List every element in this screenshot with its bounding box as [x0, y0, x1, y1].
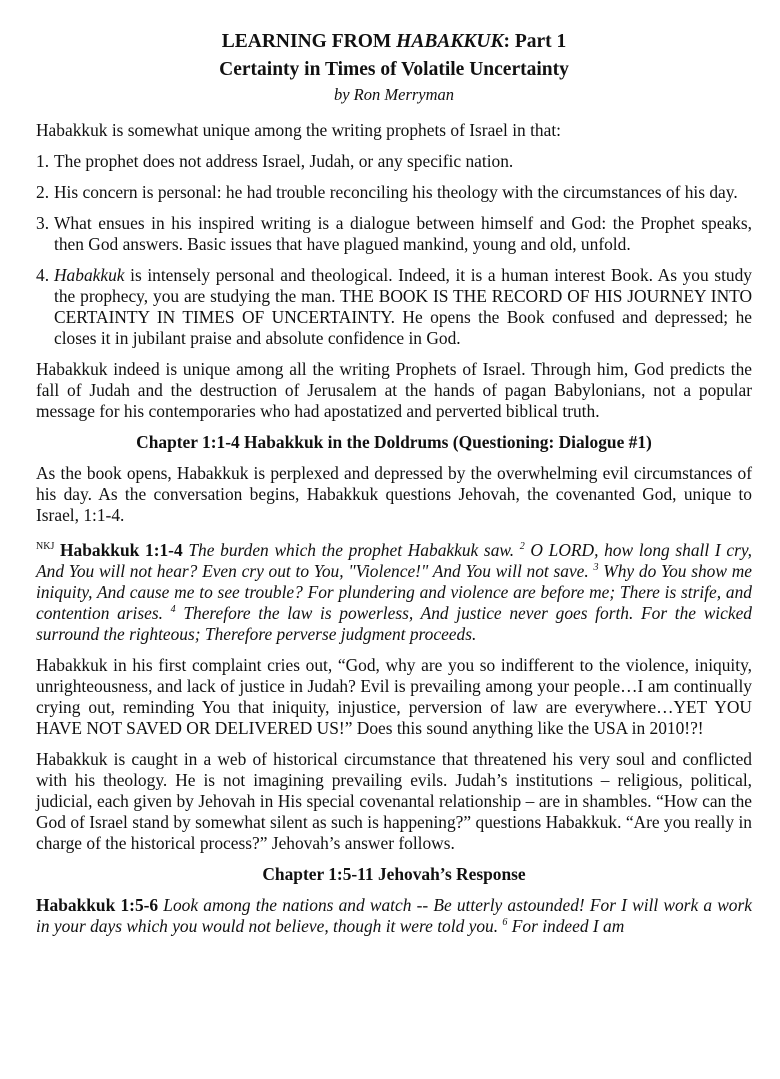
list-item: 2. His concern is personal: he had trouble reconciling his theology with the circumstances of his day. [36, 182, 738, 202]
chapter-heading-2: Chapter 1:5-11 Jehovah’s Response [262, 864, 526, 884]
scripture-quote-1: $^{NKJ}$ Habakkuk 1:1-4 The burden which the prophet Habakkuk saw. $^2$ O LORD, how long shall I cry, And You will not hear? Even cry out to You, "Violence!" And You will not save. $^3$ Why do You show me iniquity, And cause me to see trouble? For plundering and violence are before me; There is strife, and contention arises. $^4$ Therefore the law is powerless, And justice never goes forth. For the wicked surround the righteous; Therefore perverse judgment proceeds. [36, 540, 753, 644]
scripture-reference: Habakkuk 1:5-6 [36, 895, 159, 915]
list-item: 1. The prophet does not address Israel, Judah, or any specific nation. [36, 151, 514, 171]
scripture-reference: Habakkuk 1:1-4 [60, 540, 183, 560]
complaint-paragraph: Habakkuk in his first complaint cries out, “God, why are you so indifferent to the violence, iniquity, unrighteousness, and lack of justice in Judah? Evil is prevailing among your people…I am continually crying out, reminding You that iniquity, injustice, perversion of law are everywhere…YET YOU HAVE NOT SAVED OR DELIVERED US!” Does this sound anything like the USA in 2010!?! [36, 655, 752, 738]
scripture-quote-2: Habakkuk 1:5-6 Look among the nations and watch -- Be utterly astounded! For I will work a work in your days which you would not believe, though it were told you. $^6$ For indeed I am [36, 895, 752, 936]
chapter-heading-1: Chapter 1:1-4 Habakkuk in the Doldrums (Questioning: Dialogue #1) [136, 432, 652, 452]
list-item: 4. Habakkuk is intensely personal and theological. Indeed, it is a human interest Book. As you study the prophecy, you are studying the man. THE BOOK IS THE RECORD OF HIS JOURNEY INTO CERTAINTY IN TIMES OF UNCERTAINTY. He opens the Book confused and depressed; he closes it in jubilant praise and absolute confidence in God. [36, 265, 752, 348]
intro-paragraph: Habakkuk is somewhat unique among the writing prophets of Israel in that: [36, 120, 561, 140]
document-subtitle: Certainty in Times of Volatile Uncertainty [219, 59, 569, 80]
version-label: NKJ [36, 541, 55, 552]
list-item: 3. What ensues in his inspired writing is a dialogue between himself and God: the Prophet speaks, then God answers. Basic issues that have plagued mankind, young and old, unfold. [36, 213, 752, 254]
web-paragraph: Habakkuk is caught in a web of historical circumstance that threatened his very soul and conflicted with his theology. He is not imagining prevailing evils. Judah’s institutions – religious, political, judicial, each given by Jehovah in His special covenantal relationship – are in shambles. “How can the God of Israel stand by somewhat silent as such is happening?” questions Habakkuk. “Are you really in charge of the historical process?” Jehovah’s answer follows. [36, 749, 752, 853]
unique-paragraph: Habakkuk indeed is unique among all the writing Prophets of Israel. Through him, God predicts the fall of Judah and the destruction of Jerusalem at the hands of pagan Babylonians, not a popular message for his contemporaries who had apostatized and perverted biblical truth. [36, 359, 752, 421]
page-content [36, 28, 752, 947]
title-book-name: HABAKKUK [396, 31, 504, 52]
document-title: LEARNING FROM HABAKKUK: Part 1 [221, 31, 567, 52]
opening-paragraph: As the book opens, Habakkuk is perplexed and depressed by the overwhelming evil circumstances of his day. As the conversation begins, Habakkuk questions Jehovah, the covenanted God, unique to Israel, 1:1-4. [36, 463, 752, 525]
uniqueness-list [36, 151, 752, 349]
author-byline: by Ron Merryman [333, 85, 455, 104]
